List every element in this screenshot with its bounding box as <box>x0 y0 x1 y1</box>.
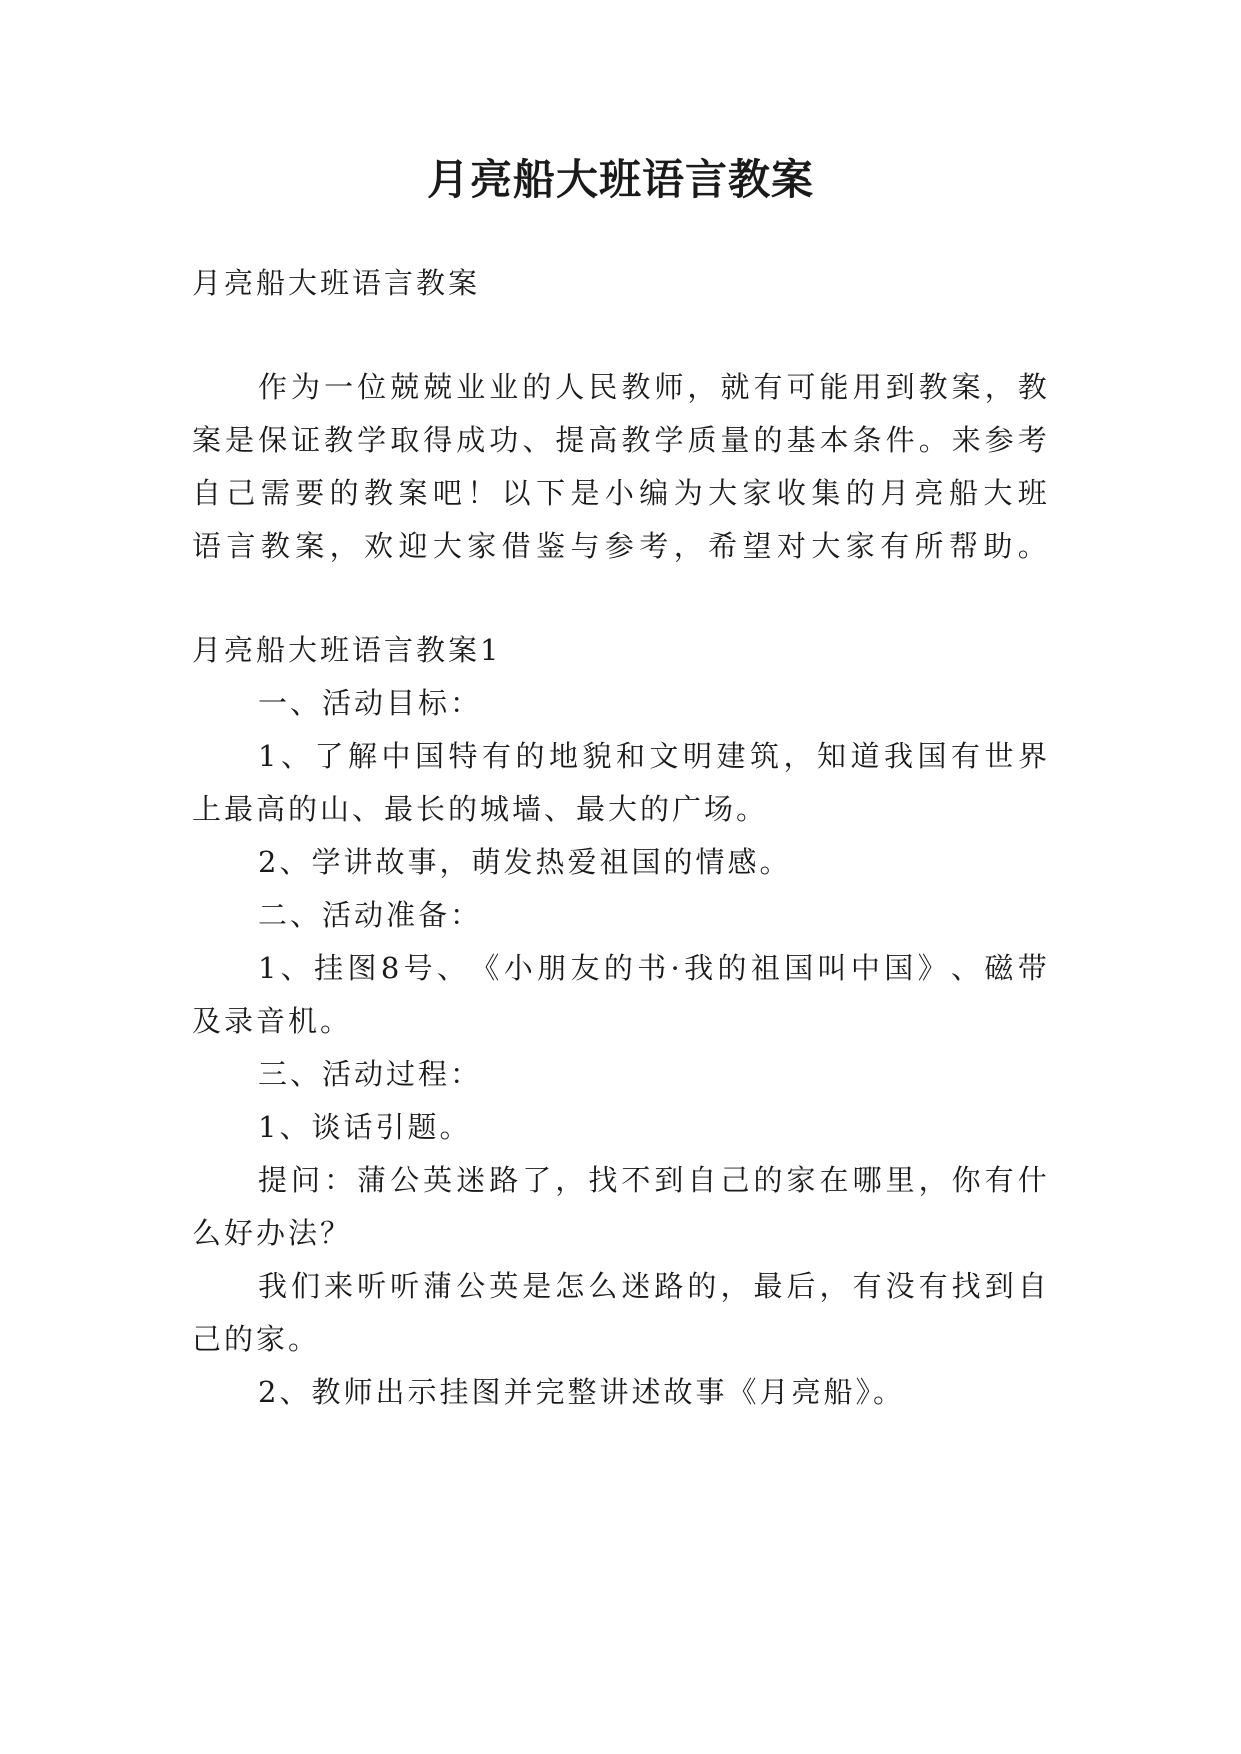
objective-1-line-1: 1 、 了 解 中 国 特 有 的 地 貌 和 文 明 建 筑 ， 知 道 我 国 有 世 界 <box>258 739 1047 773</box>
objective-2: 2、学讲故事，萌发热爱祖国的情感。 <box>258 845 792 879</box>
intro-line-3: 自 己 需 要 的 教 案 吧 ！ 以 下 是 小 编 为 大 家 收 集 的 月 亮 船 大 班 <box>192 476 1047 510</box>
heading-process: 三、活动过程： <box>258 1057 483 1091</box>
process-step-1: 1、谈话引题。 <box>258 1110 472 1144</box>
heading-objectives: 一、活动目标： <box>258 686 483 720</box>
heading-preparation: 二、活动准备： <box>258 898 483 932</box>
listen-line-1: 我 们 来 听 听 蒲 公 英 是 怎 么 迷 路 的 ， 最 后 ， 有 没 有 找 到 自 <box>258 1269 1047 1303</box>
intro-line-2: 案 是 保 证 教 学 取 得 成 功 、 提 高 教 学 质 量 的 基 本 条 件 。 来 参 考 <box>192 423 1047 457</box>
intro-line-4: 语 言 教 案 ， 欢 迎 大 家 借 鉴 与 参 考 ， 希 望 对 大 家 有 所 帮 助 。 <box>192 529 1047 563</box>
listen-line-2: 己的家。 <box>192 1322 321 1356</box>
section-title: 月亮船大班语言教案1 <box>192 633 502 667</box>
document-title: 月亮船大班语言教案 <box>426 155 814 204</box>
document-subtitle: 月亮船大班语言教案 <box>192 266 481 300</box>
process-step-2: 2、教师出示挂图并完整讲述故事《月亮船》。 <box>258 1375 905 1409</box>
intro-line-1: 作 为 一 位 兢 兢 业 业 的 人 民 教 师 ， 就 有 可 能 用 到 教 案 ， 教 <box>258 370 1047 404</box>
preparation-1-line-2: 及录音机。 <box>192 1004 353 1038</box>
objective-1-line-2: 上最高的山、最长的城墙、最大的广场。 <box>192 792 769 826</box>
question-line-2: 么好办法？ <box>192 1216 353 1250</box>
preparation-1-line-1: 1 、 挂 图 8 号 、 《 小 朋 友 的 书 · 我 的 祖 国 叫 中 国 》 、 磁 带 <box>258 951 1047 985</box>
question-line-1: 提 问 ： 蒲 公 英 迷 路 了 ， 找 不 到 自 己 的 家 在 哪 里 ， 你 有 什 <box>258 1163 1047 1197</box>
